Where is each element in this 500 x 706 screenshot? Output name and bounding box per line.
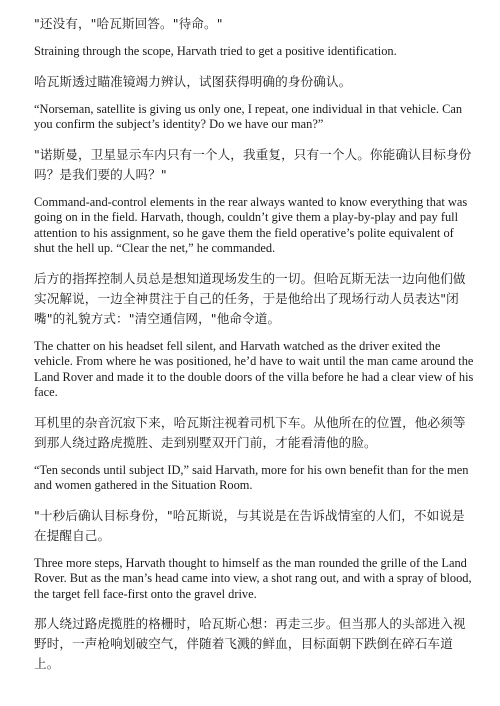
paragraph-zh-1: "还没有，"哈瓦斯回答。"待命。" xyxy=(34,16,223,31)
paragraph-zh-7: 那人绕过路虎揽胜的格栅时，哈瓦斯心想：再走三步。但当那人的头部进入视野时，一声枪响划破空气，伴随着飞溅的鲜血，目标面朝下跌倒在碎石车道上。 xyxy=(34,616,466,671)
paragraph-zh-5: 耳机里的杂音沉寂下来，哈瓦斯注视着司机下车。从他所在的位置，他必须等到那人绕过路虎揽胜、走到别墅双开门前，才能看清他的脸。 xyxy=(34,414,466,450)
paragraph-en-6: Three more steps, Harvath thought to himself as the man rounded the grille of the Land Rover. But as the man’s head came into view, a shot rang out, and with a spray of blood, the target fell face-first onto the gravel drive. xyxy=(34,555,472,601)
paragraph-zh-4: 后方的指挥控制人员总是想知道现场发生的一切。但哈瓦斯无法一边向他们做实况解说，一边全神贯注于自己的任务，于是他给出了现场行动人员表达"闭嘴"的礼貌方式："清空通信网，"他命令道。 xyxy=(34,270,466,326)
paragraph-zh-6: "十秒后确认目标身份，"哈瓦斯说，与其说是在告诉战情室的人们，不如说是在提醒自己。 xyxy=(34,507,465,543)
paragraph-zh-2: 哈瓦斯透过瞄准镜竭力辨认，试图获得明确的身份确认。 xyxy=(34,73,352,89)
document-page xyxy=(34,14,474,684)
paragraph-en-5: “Ten seconds until subject ID,” said Harvath, more for his own benefit than for the men and women gathered in the Situation Room. xyxy=(34,462,469,492)
paragraph-zh-3: "诺斯曼，卫星显示车内只有一个人，我重复，只有一个人。你能确认目标身份吗？是我们要的人吗？" xyxy=(34,146,472,182)
paragraph-en-3: Command-and-control elements in the rear always wanted to know everything that was going on in the field. Harvath, though, couldn’t give them a play-by-play and pay full attention to his assignment, so he gave them the field operative’s polite equivalent of shut the hell up. “Clear the net,” he commanded. xyxy=(34,194,468,255)
paragraph-en-2: “Norseman, satellite is giving us only one, I repeat, one individual in that vehicle. Can you confirm the subject’s identity? Do we have our man?” xyxy=(34,101,463,131)
paragraph-en-4: The chatter on his headset fell silent, and Harvath watched as the driver exited the vehicle. From where he was positioned, he’d have to wait until the man came around the Land Rover and made it to the double doors of the villa before he had a clear view of his face. xyxy=(34,338,474,399)
paragraph-en-1: Straining through the scope, Harvath tried to get a positive identification. xyxy=(34,44,397,58)
